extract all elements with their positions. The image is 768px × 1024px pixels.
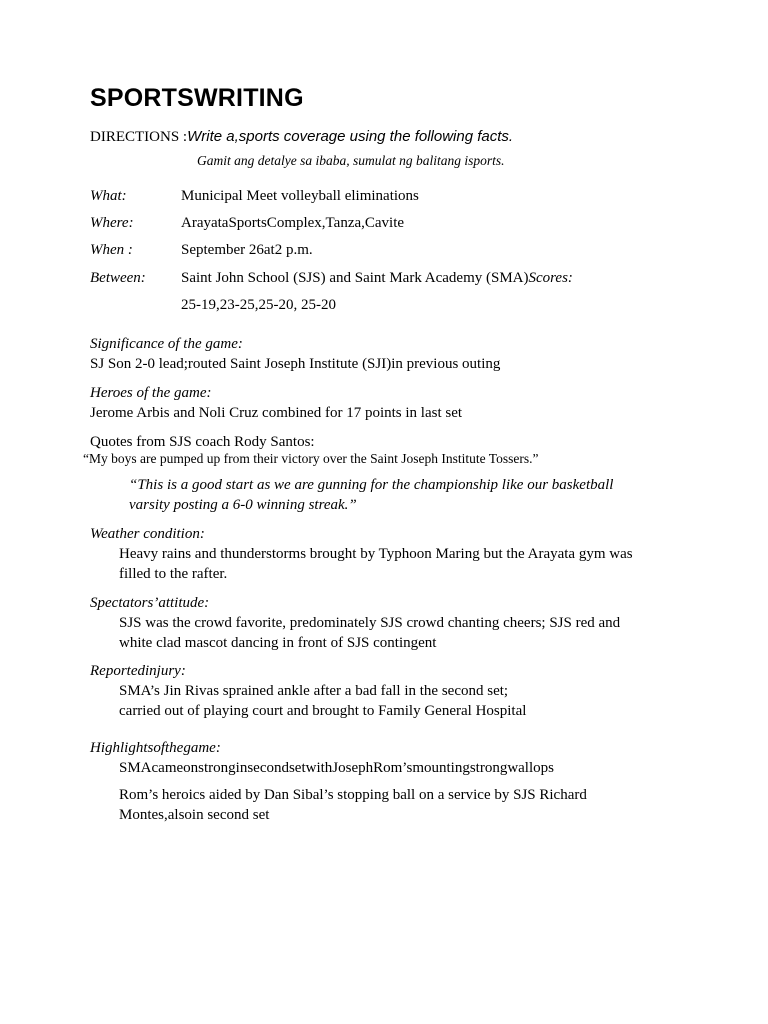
highlights-line1: SMAcameonstronginsecondsetwithJosephRom’smountingstrongwallops [119,760,554,776]
what-label: What: [90,188,127,204]
highlights-heading: Highlightsofthegame: [90,740,221,756]
directions-text: Write a,sports coverage using the following facts. [187,128,514,145]
injury-section [90,661,526,721]
spectators-section [90,593,620,653]
injury-line2: carried out of playing court and brought to Family General Hospital [119,703,527,719]
quote-two-line1: “This is a good start as we are gunning for the championship like our basketball [129,477,614,493]
significance-text: SJ Son 2-0 lead;routed Saint Joseph Institute (SJI)in previous outing [90,356,501,372]
quotes-heading: Quotes from SJS coach Rody Santos: [90,434,315,450]
injury-heading: Reportedinjury: [90,663,186,679]
quotes-section [90,432,315,452]
between-label: Between: [90,270,146,286]
highlights-line2: Rom’s heroics aided by Dan Sibal’s stopping ball on a service by SJS Richard [119,787,587,803]
page-title: SPORTSWRITING [90,84,304,112]
injury-line1: SMA’s Jin Rivas sprained ankle after a bad fall in the second set; [119,683,509,699]
where-label: Where: [90,215,134,231]
weather-line2: filled to the rafter. [119,566,228,582]
significance-heading: Significance of the game: [90,336,243,352]
quote-two-line2: varsity posting a 6-0 winning streak.” [129,497,357,513]
highlights-line3: Montes,alsoin second set [119,807,270,823]
heroes-section [90,383,462,423]
significance-section [90,334,500,374]
spectators-heading: Spectators’attitude: [90,595,210,611]
when-label: When : [90,242,133,258]
between-value: Saint John School (SJS) and Saint Mark Academy (SMA) [181,270,529,286]
directions-label: DIRECTIONS : [90,129,188,145]
what-value: Municipal Meet volleyball eliminations [181,188,419,204]
directions-filipino: Gamit ang detalye sa ibaba, sumulat ng balitang isports. [197,153,505,168]
spectators-line1: SJS was the crowd favorite, predominately SJS crowd chanting cheers; SJS red and [119,615,621,631]
quote-one: “My boys are pumped up from their victory over the Saint Joseph Institute Tossers.” [83,451,539,466]
weather-line1: Heavy rains and thunderstorms brought by Typhoon Maring but the Arayata gym was [119,546,633,562]
weather-heading: Weather condition: [90,526,205,542]
scores-label: Scores: [528,270,573,286]
weather-section [90,524,633,584]
scores-value: 25-19,23-25,25-20, 25-20 [181,297,336,313]
directions-line [90,128,513,146]
when-value: September 26at2 p.m. [181,242,313,258]
spectators-line2: white clad mascot dancing in front of SJS contingent [119,635,437,651]
quote-two [129,475,689,515]
highlights-section [90,738,587,825]
where-value: ArayataSportsComplex,Tanza,Cavite [181,215,405,231]
heroes-text: Jerome Arbis and Noli Cruz combined for 17 points in last set [90,405,463,421]
between-value-line [181,270,573,287]
heroes-heading: Heroes of the game: [90,385,212,401]
